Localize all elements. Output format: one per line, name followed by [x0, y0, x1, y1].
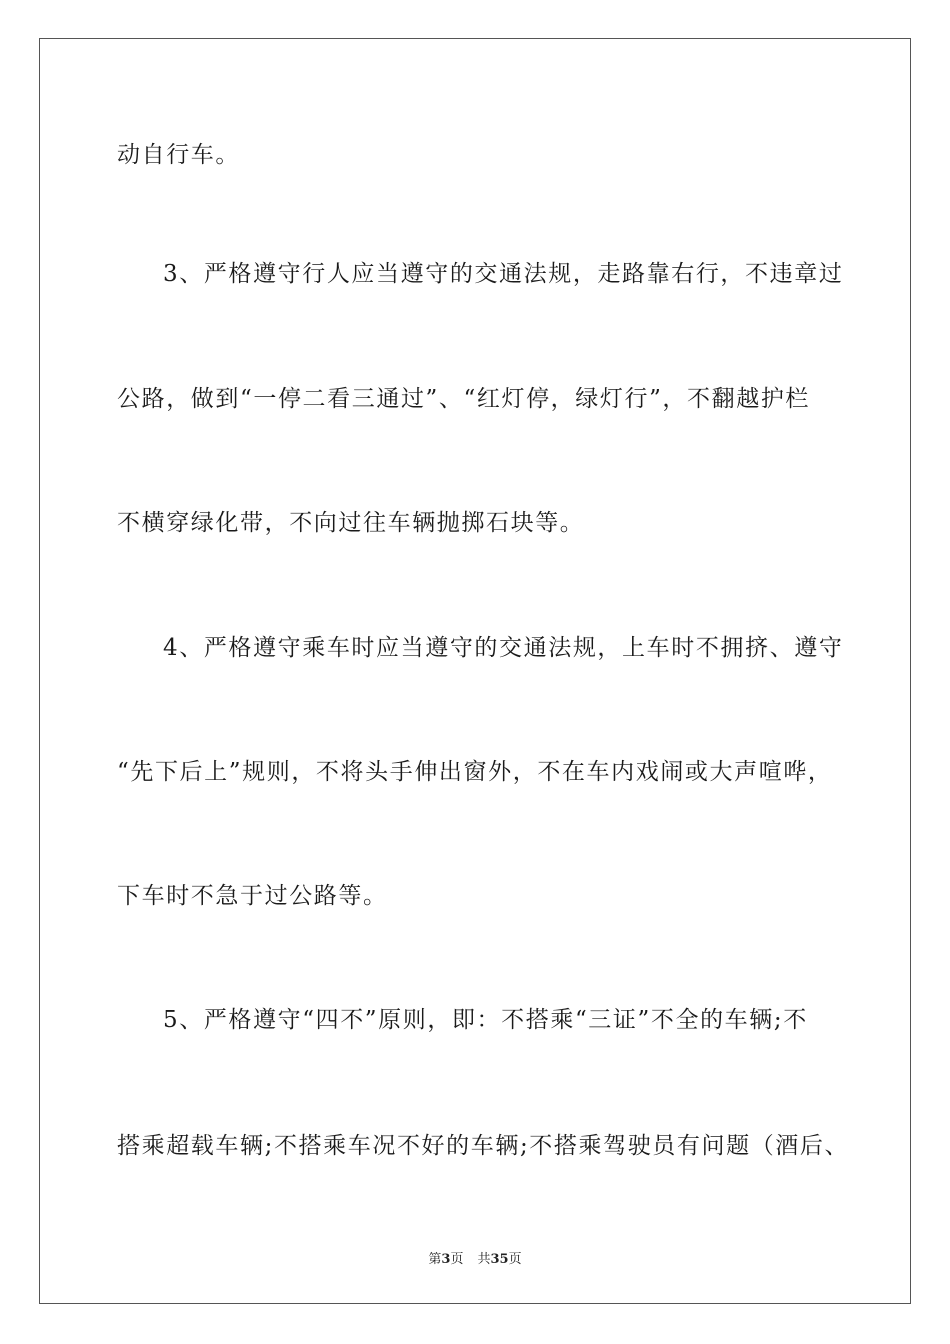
text-line-9: 搭乘超载车辆;不搭乘车况不好的车辆;不搭乘驾驶员有问题（酒后、 [117, 1133, 850, 1159]
text-line-5: 4、严格遵守乘车时应当遵守的交通法规，上车时不拥挤、遵守 [163, 635, 844, 661]
footer-total-pages: 35 [490, 1252, 509, 1267]
footer-page-prefix: 第 [428, 1252, 442, 1267]
footer-page-suffix: 页 [450, 1252, 464, 1267]
text-line-6: “先下后上”规则，不将头手伸出窗外，不在车内戏闹或大声喧哗， [117, 759, 833, 785]
text-line-8: 5、严格遵守“四不”原则，即：不搭乘“三证”不全的车辆;不 [163, 1007, 808, 1033]
footer-total-prefix: 共 [477, 1252, 491, 1267]
page-border [39, 38, 911, 1304]
text-line-3: 公路，做到“一停二看三通过”、“红灯停，绿灯行”，不翻越护栏 [117, 386, 811, 412]
text-line-1: 动自行车。 [117, 142, 240, 168]
text-line-2: 3、严格遵守行人应当遵守的交通法规，走路靠右行，不违章过 [163, 261, 844, 287]
footer-total-suffix: 页 [508, 1252, 522, 1267]
text-line-4: 不横穿绿化带，不向过往车辆抛掷石块等。 [117, 510, 585, 536]
footer-page-number: 3 [441, 1252, 451, 1267]
text-line-7: 下车时不急于过公路等。 [117, 883, 388, 909]
page-footer [0, 1248, 950, 1267]
